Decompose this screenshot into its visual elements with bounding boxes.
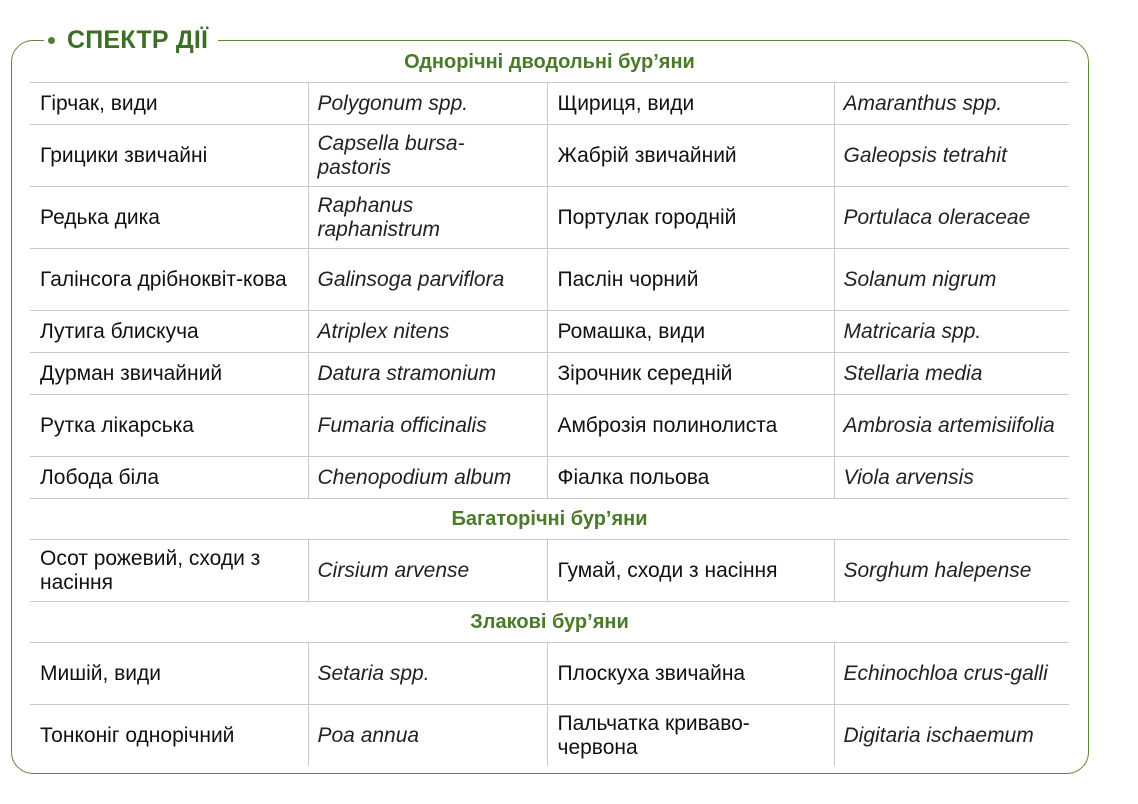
table-row xyxy=(30,457,1069,499)
table-row xyxy=(30,83,1069,125)
table-row xyxy=(30,125,1069,187)
latin-name: Atriplex nitens xyxy=(308,311,547,353)
latin-name: Datura stramonium xyxy=(308,353,547,395)
latin-name: Galinsoga parviflora xyxy=(308,249,547,311)
ukrainian-name: Портулак городній xyxy=(547,187,834,249)
section-title: Багаторічні бур’яни xyxy=(30,499,1069,540)
table-row xyxy=(30,187,1069,249)
section-title: Однорічні дводольні бур’яни xyxy=(30,42,1069,83)
latin-name: Raphanus raphanistrum xyxy=(308,187,547,249)
ukrainian-name: Мишій, види xyxy=(30,643,308,705)
latin-name: Ambrosia artemisiifolia xyxy=(834,395,1069,457)
ukrainian-name: Плоскуха звичайна xyxy=(547,643,834,705)
table-row xyxy=(30,395,1069,457)
section-title: Злакові бур’яни xyxy=(30,602,1069,643)
latin-name: Portulaca oleraceae xyxy=(834,187,1069,249)
section-header-row xyxy=(30,602,1069,643)
ukrainian-name: Осот рожевий, сходи з насіння xyxy=(30,540,308,602)
ukrainian-name: Галінсога дрібноквіт-кова xyxy=(30,249,308,311)
ukrainian-name: Гумай, сходи з насіння xyxy=(547,540,834,602)
table-row xyxy=(30,540,1069,602)
section-header-row xyxy=(30,42,1069,83)
table-row xyxy=(30,249,1069,311)
ukrainian-name: Грицики звичайні xyxy=(30,125,308,187)
ukrainian-name: Гірчак, види xyxy=(30,83,308,125)
table-row xyxy=(30,353,1069,395)
latin-name: Poa annua xyxy=(308,705,547,767)
latin-name: Matricaria spp. xyxy=(834,311,1069,353)
ukrainian-name: Амброзія полинолиста xyxy=(547,395,834,457)
latin-name: Chenopodium album xyxy=(308,457,547,499)
table-row xyxy=(30,643,1069,705)
table-row xyxy=(30,311,1069,353)
latin-name: Galeopsis tetrahit xyxy=(834,125,1069,187)
latin-name: Polygonum spp. xyxy=(308,83,547,125)
ukrainian-name: Редька дика xyxy=(30,187,308,249)
latin-name: Viola arvensis xyxy=(834,457,1069,499)
latin-name: Capsella bursa-pastoris xyxy=(308,125,547,187)
section-header-row xyxy=(30,499,1069,540)
latin-name: Fumaria officinalis xyxy=(308,395,547,457)
table-row xyxy=(30,705,1069,767)
latin-name: Cirsium arvense xyxy=(308,540,547,602)
latin-name: Sorghum halepense xyxy=(834,540,1069,602)
latin-name: Stellaria media xyxy=(834,353,1069,395)
ukrainian-name: Пальчатка криваво-червона xyxy=(547,705,834,767)
ukrainian-name: Лобода біла xyxy=(30,457,308,499)
ukrainian-name: Паслін чорний xyxy=(547,249,834,311)
ukrainian-name: Лутига блискуча xyxy=(30,311,308,353)
ukrainian-name: Фіалка польова xyxy=(547,457,834,499)
ukrainian-name: Тонконіг однорічний xyxy=(40,723,235,747)
ukrainian-name: Зірочник середній xyxy=(547,353,834,395)
latin-name: Echinochloa crus-galli xyxy=(834,643,1069,705)
weed-spectrum-table xyxy=(30,42,1069,766)
latin-name: Solanum nigrum xyxy=(834,249,1069,311)
ukrainian-name: Щириця, види xyxy=(547,83,834,125)
ukrainian-name: Ромашка, види xyxy=(547,311,834,353)
ukrainian-name: Рутка лікарська xyxy=(30,395,308,457)
latin-name: Digitaria ischaemum xyxy=(834,705,1069,767)
page-title: СПЕКТР ДІЇ xyxy=(67,25,209,54)
latin-name: Amaranthus spp. xyxy=(834,83,1069,125)
ukrainian-name: Жабрій звичайний xyxy=(547,125,834,187)
ukrainian-name: Дурман звичайний xyxy=(30,353,308,395)
latin-name: Setaria spp. xyxy=(308,643,547,705)
